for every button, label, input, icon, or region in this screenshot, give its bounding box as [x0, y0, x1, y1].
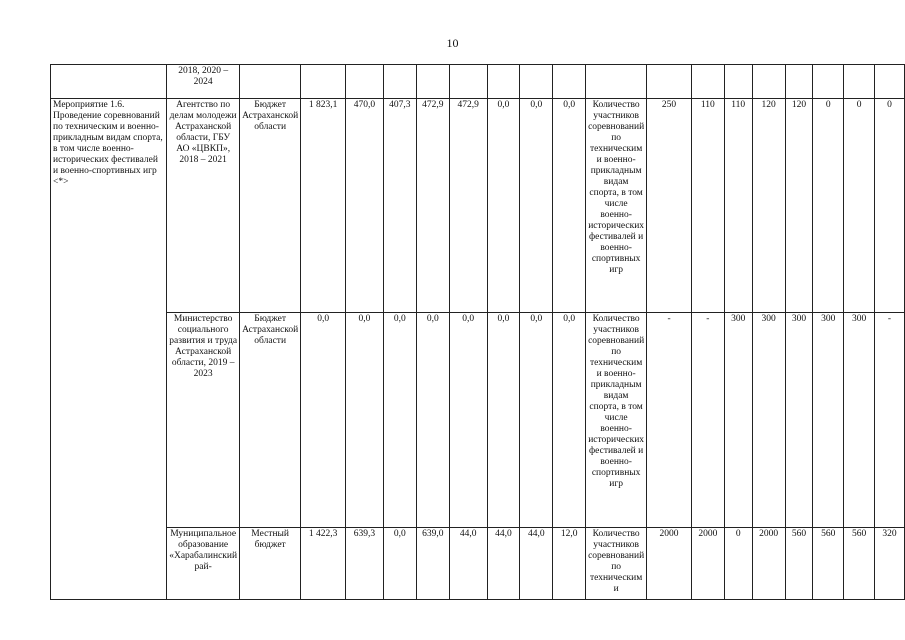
finance-value: 0,0: [346, 313, 384, 528]
finance-value: 44,0: [487, 528, 520, 600]
target-value: -: [691, 313, 724, 528]
finance-value: 44,0: [520, 528, 553, 600]
finance-value: 0,0: [487, 313, 520, 528]
target-value: 110: [724, 99, 752, 313]
finance-value: 0,0: [449, 313, 487, 528]
target-value: 120: [752, 99, 785, 313]
finance-value: 639,0: [416, 528, 449, 600]
target-value: 560: [785, 528, 813, 600]
executor: Министерство социального развития и труда Астраханской области, 2019 – 2023: [167, 313, 240, 528]
target-value: 300: [724, 313, 752, 528]
target-value: 320: [875, 528, 905, 600]
measure-name: Мероприятие 1.6. Проведение соревнований по техническим и военно-прикладным видам спорта, в том числе военно-исторических фестивалей и военно-спортивных игр <*>: [51, 99, 167, 600]
target-value: -: [647, 313, 692, 528]
executor-cell-top: 2018, 2020 – 2024: [167, 65, 240, 99]
target-value: 2000: [691, 528, 724, 600]
finance-value: 407,3: [383, 99, 416, 313]
finance-total: 0,0: [301, 313, 346, 528]
finance-value: 472,9: [416, 99, 449, 313]
target-value: 0: [875, 99, 905, 313]
indicator-name: Количество участников соревнований по техническим и военно-прикладным видам спорта, в том числе военно-исторических фестивалей и военно-спортивных игр: [586, 99, 647, 313]
finance-value: 639,3: [346, 528, 384, 600]
program-table: [50, 64, 905, 600]
page-number: 10: [446, 36, 459, 50]
target-value: 300: [752, 313, 785, 528]
target-value: 300: [813, 313, 844, 528]
finance-value: 12,0: [553, 528, 586, 600]
table-row: [51, 99, 905, 313]
finance-value: 0,0: [520, 313, 553, 528]
target-value: 0: [724, 528, 752, 600]
target-value: 0: [844, 99, 875, 313]
target-value: -: [875, 313, 905, 528]
finance-total: 1 422,3: [301, 528, 346, 600]
finance-value: 472,9: [449, 99, 487, 313]
finance-value: 0,0: [520, 99, 553, 313]
finance-value: 0,0: [553, 99, 586, 313]
target-value: 2000: [647, 528, 692, 600]
funding-source: Бюджет Астраханской области: [240, 313, 301, 528]
indicator-name: Количество участников соревнований по техническим и: [586, 528, 647, 600]
target-value: 250: [647, 99, 692, 313]
funding-source: Бюджет Астраханской области: [240, 99, 301, 313]
finance-value: 0,0: [487, 99, 520, 313]
target-value: 0: [813, 99, 844, 313]
funding-source: Местный бюджет: [240, 528, 301, 600]
executor: Агентство по делам молодежи Астраханской области, ГБУ АО «ЦВКП», 2018 – 2021: [167, 99, 240, 313]
continuation-row: [51, 65, 905, 99]
target-value: 300: [844, 313, 875, 528]
measure-cell-top: [51, 65, 167, 99]
finance-value: 0,0: [553, 313, 586, 528]
finance-value: 470,0: [346, 99, 384, 313]
target-value: 560: [844, 528, 875, 600]
target-value: 120: [785, 99, 813, 313]
finance-value: 0,0: [383, 313, 416, 528]
executor: Муниципальное образование «Харабалинский рай-: [167, 528, 240, 600]
table-row: [51, 528, 905, 600]
target-value: 110: [691, 99, 724, 313]
target-value: 2000: [752, 528, 785, 600]
table-row: [51, 313, 905, 528]
target-value: 560: [813, 528, 844, 600]
finance-value: 0,0: [416, 313, 449, 528]
indicator-name: Количество участников соревнований по техническим и военно-прикладным видам спорта, в том числе военно-исторических фестивалей и военно-спортивных игр: [586, 313, 647, 528]
target-value: 300: [785, 313, 813, 528]
finance-value: 0,0: [383, 528, 416, 600]
finance-value: 44,0: [449, 528, 487, 600]
finance-total: 1 823,1: [301, 99, 346, 313]
